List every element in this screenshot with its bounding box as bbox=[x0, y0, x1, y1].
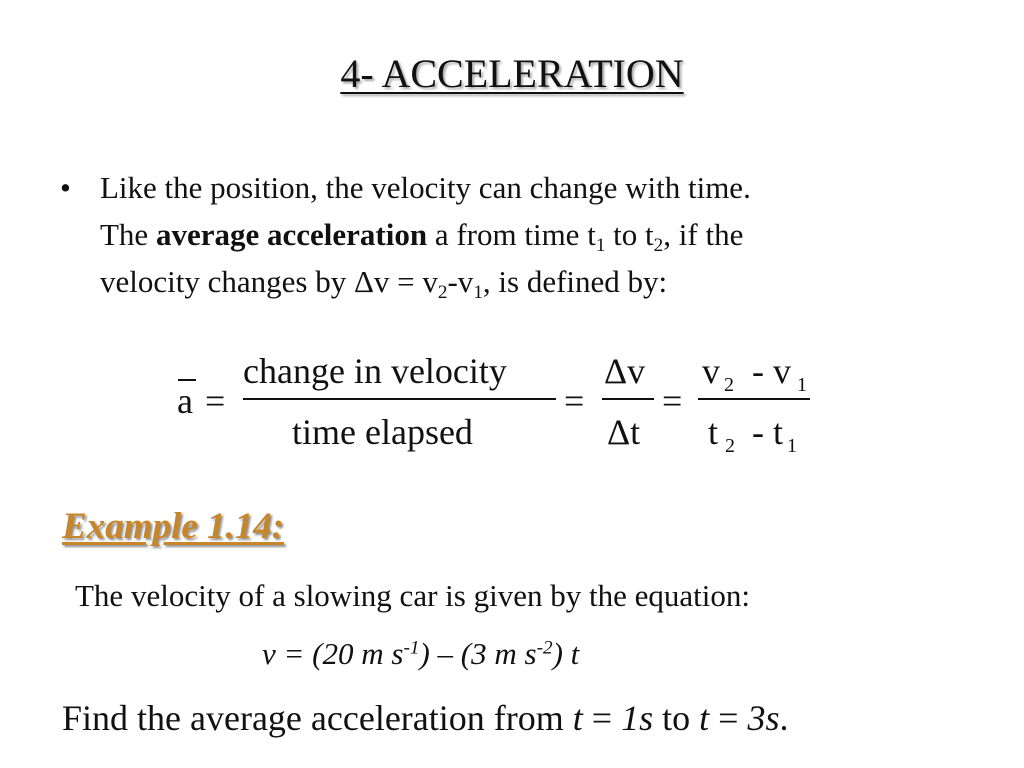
subscript-2: 2 bbox=[653, 235, 664, 257]
question-pre: Find the average acceleration from bbox=[62, 698, 573, 738]
fraction-3-denominator-sub-2: 2 bbox=[725, 435, 735, 457]
equation-part-2: ) – (3 m s bbox=[419, 636, 537, 671]
example-heading: Example 1.14: bbox=[62, 506, 284, 547]
question-t1-val: 1s bbox=[621, 698, 654, 738]
equation-part-1: v = (20 m s bbox=[262, 636, 404, 671]
example-text: The velocity of a slowing car is given by the equation: bbox=[75, 578, 750, 613]
question-t1-eq: = bbox=[582, 698, 622, 738]
fraction-3-denominator-minus-t: - t bbox=[752, 412, 783, 452]
subscript-2: 2 bbox=[437, 282, 448, 304]
question-mid: to bbox=[653, 698, 700, 738]
fraction-3-line bbox=[698, 398, 810, 400]
average-bar bbox=[178, 379, 196, 381]
equation-exponent-1: -1 bbox=[403, 637, 420, 659]
question-t2-val: 3s bbox=[747, 698, 780, 738]
fraction-2-denominator: Δt bbox=[607, 412, 641, 452]
acceleration-formula bbox=[0, 340, 1024, 470]
bullet-line-2-pre: The bbox=[100, 217, 156, 252]
bullet-line-2-to: to t bbox=[605, 217, 654, 252]
fraction-2-line bbox=[602, 398, 654, 400]
fraction-3-numerator-minus-v: - v bbox=[752, 351, 791, 391]
bullet-text bbox=[100, 164, 1000, 305]
fraction-1-line bbox=[243, 398, 556, 400]
bullet-line-2-mid: a from time t bbox=[427, 217, 596, 252]
question-end: . bbox=[779, 698, 789, 738]
bullet-line-3-mid: -v bbox=[447, 264, 474, 299]
equation-part-3: ) t bbox=[552, 636, 580, 671]
fraction-3-denominator-t: t bbox=[708, 412, 719, 452]
bullet-line-3 bbox=[100, 258, 1000, 305]
fraction-1-numerator: change in velocity bbox=[243, 351, 507, 391]
bullet-line-1: Like the position, the velocity can change with time. bbox=[100, 170, 751, 205]
fraction-3-numerator-v: v bbox=[702, 351, 720, 391]
slide-title: 4- ACCELERATION bbox=[340, 51, 684, 96]
fraction-3-numerator-sub-2: 2 bbox=[724, 374, 734, 396]
bullet-line-2 bbox=[100, 211, 1000, 258]
fraction-3-denominator-sub-1: 1 bbox=[787, 435, 797, 457]
question-t2-var: t bbox=[699, 698, 710, 738]
question-t2-eq: = bbox=[709, 698, 748, 738]
fraction-3-numerator-sub-1: 1 bbox=[797, 374, 807, 396]
formula-lhs-a: a bbox=[177, 381, 193, 421]
bullet-line-2-post: , if the bbox=[663, 217, 744, 252]
formula-equals-3: = bbox=[662, 381, 683, 421]
formula-equals-2: = bbox=[564, 381, 585, 421]
average-acceleration-term: average acceleration bbox=[155, 217, 428, 252]
velocity-equation bbox=[262, 636, 579, 672]
equation-exponent-2: -2 bbox=[536, 637, 553, 659]
bullet-line-3-pre: velocity changes by Δv = v bbox=[100, 264, 438, 299]
bullet-marker: • bbox=[60, 170, 71, 205]
question-text bbox=[62, 697, 788, 739]
bullet-line-3-post: , is defined by: bbox=[482, 264, 668, 299]
formula-equals-1: = bbox=[205, 381, 226, 421]
subscript-1: 1 bbox=[595, 235, 606, 257]
question-t1-var: t bbox=[572, 698, 583, 738]
subscript-1: 1 bbox=[473, 282, 483, 304]
fraction-1-denominator: time elapsed bbox=[292, 412, 473, 452]
fraction-2-numerator: Δv bbox=[604, 351, 646, 391]
